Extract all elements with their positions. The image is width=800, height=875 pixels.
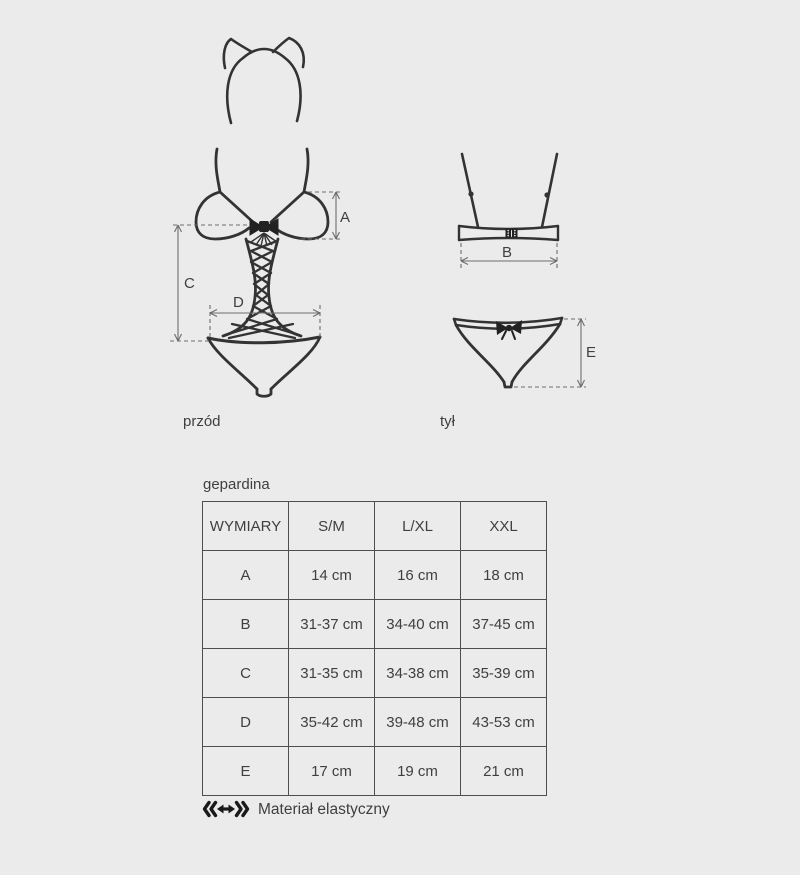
cell-value: 39-48 cm bbox=[375, 698, 461, 747]
dim-label-e: E bbox=[586, 344, 597, 361]
dim-label-c: C bbox=[184, 275, 195, 292]
cell-value: 43-53 cm bbox=[461, 698, 547, 747]
col-header-xxl: XXL bbox=[461, 502, 547, 551]
col-header-dimensions: WYMIARY bbox=[203, 502, 289, 551]
elastic-stretch-icon bbox=[202, 800, 250, 818]
col-header-lxl: L/XL bbox=[375, 502, 461, 551]
material-note: Materiał elastyczny bbox=[258, 801, 390, 818]
col-header-sm: S/M bbox=[289, 502, 375, 551]
cell-value: 31-37 cm bbox=[289, 600, 375, 649]
table-row bbox=[203, 747, 547, 796]
row-label: C bbox=[203, 649, 289, 698]
row-label: A bbox=[203, 551, 289, 600]
bra-band-back-drawing bbox=[450, 135, 600, 280]
row-label: B bbox=[203, 600, 289, 649]
cell-value: 31-35 cm bbox=[289, 649, 375, 698]
cell-value: 19 cm bbox=[375, 747, 461, 796]
table-row bbox=[203, 551, 547, 600]
dim-label-b: B bbox=[501, 244, 513, 261]
size-table-header-row bbox=[203, 502, 547, 551]
bodysuit-front-drawing bbox=[155, 135, 360, 410]
dimension-c-arrow bbox=[170, 225, 250, 341]
back-view-label: tył bbox=[440, 413, 455, 430]
row-label: E bbox=[203, 747, 289, 796]
row-label: D bbox=[203, 698, 289, 747]
cat-ears-headband-icon bbox=[205, 25, 315, 130]
product-name: gepardina bbox=[203, 476, 270, 493]
cell-value: 35-42 cm bbox=[289, 698, 375, 747]
dim-label-d: D bbox=[233, 294, 244, 311]
table-row bbox=[203, 698, 547, 747]
size-table bbox=[202, 501, 547, 796]
front-view-label: przód bbox=[183, 413, 221, 430]
cell-value: 34-40 cm bbox=[375, 600, 461, 649]
strap-slider-icon bbox=[544, 192, 549, 197]
cell-value: 18 cm bbox=[461, 551, 547, 600]
thong-back-drawing bbox=[440, 305, 605, 405]
cell-value: 14 cm bbox=[289, 551, 375, 600]
table-row bbox=[203, 600, 547, 649]
dimension-b-arrow bbox=[461, 243, 557, 268]
cell-value: 37-45 cm bbox=[461, 600, 547, 649]
cell-value: 16 cm bbox=[375, 551, 461, 600]
cell-value: 35-39 cm bbox=[461, 649, 547, 698]
strap-slider-icon bbox=[468, 191, 473, 196]
table-row bbox=[203, 649, 547, 698]
cell-value: 17 cm bbox=[289, 747, 375, 796]
cell-value: 34-38 cm bbox=[375, 649, 461, 698]
cell-value: 21 cm bbox=[461, 747, 547, 796]
dim-label-a: A bbox=[340, 209, 351, 226]
